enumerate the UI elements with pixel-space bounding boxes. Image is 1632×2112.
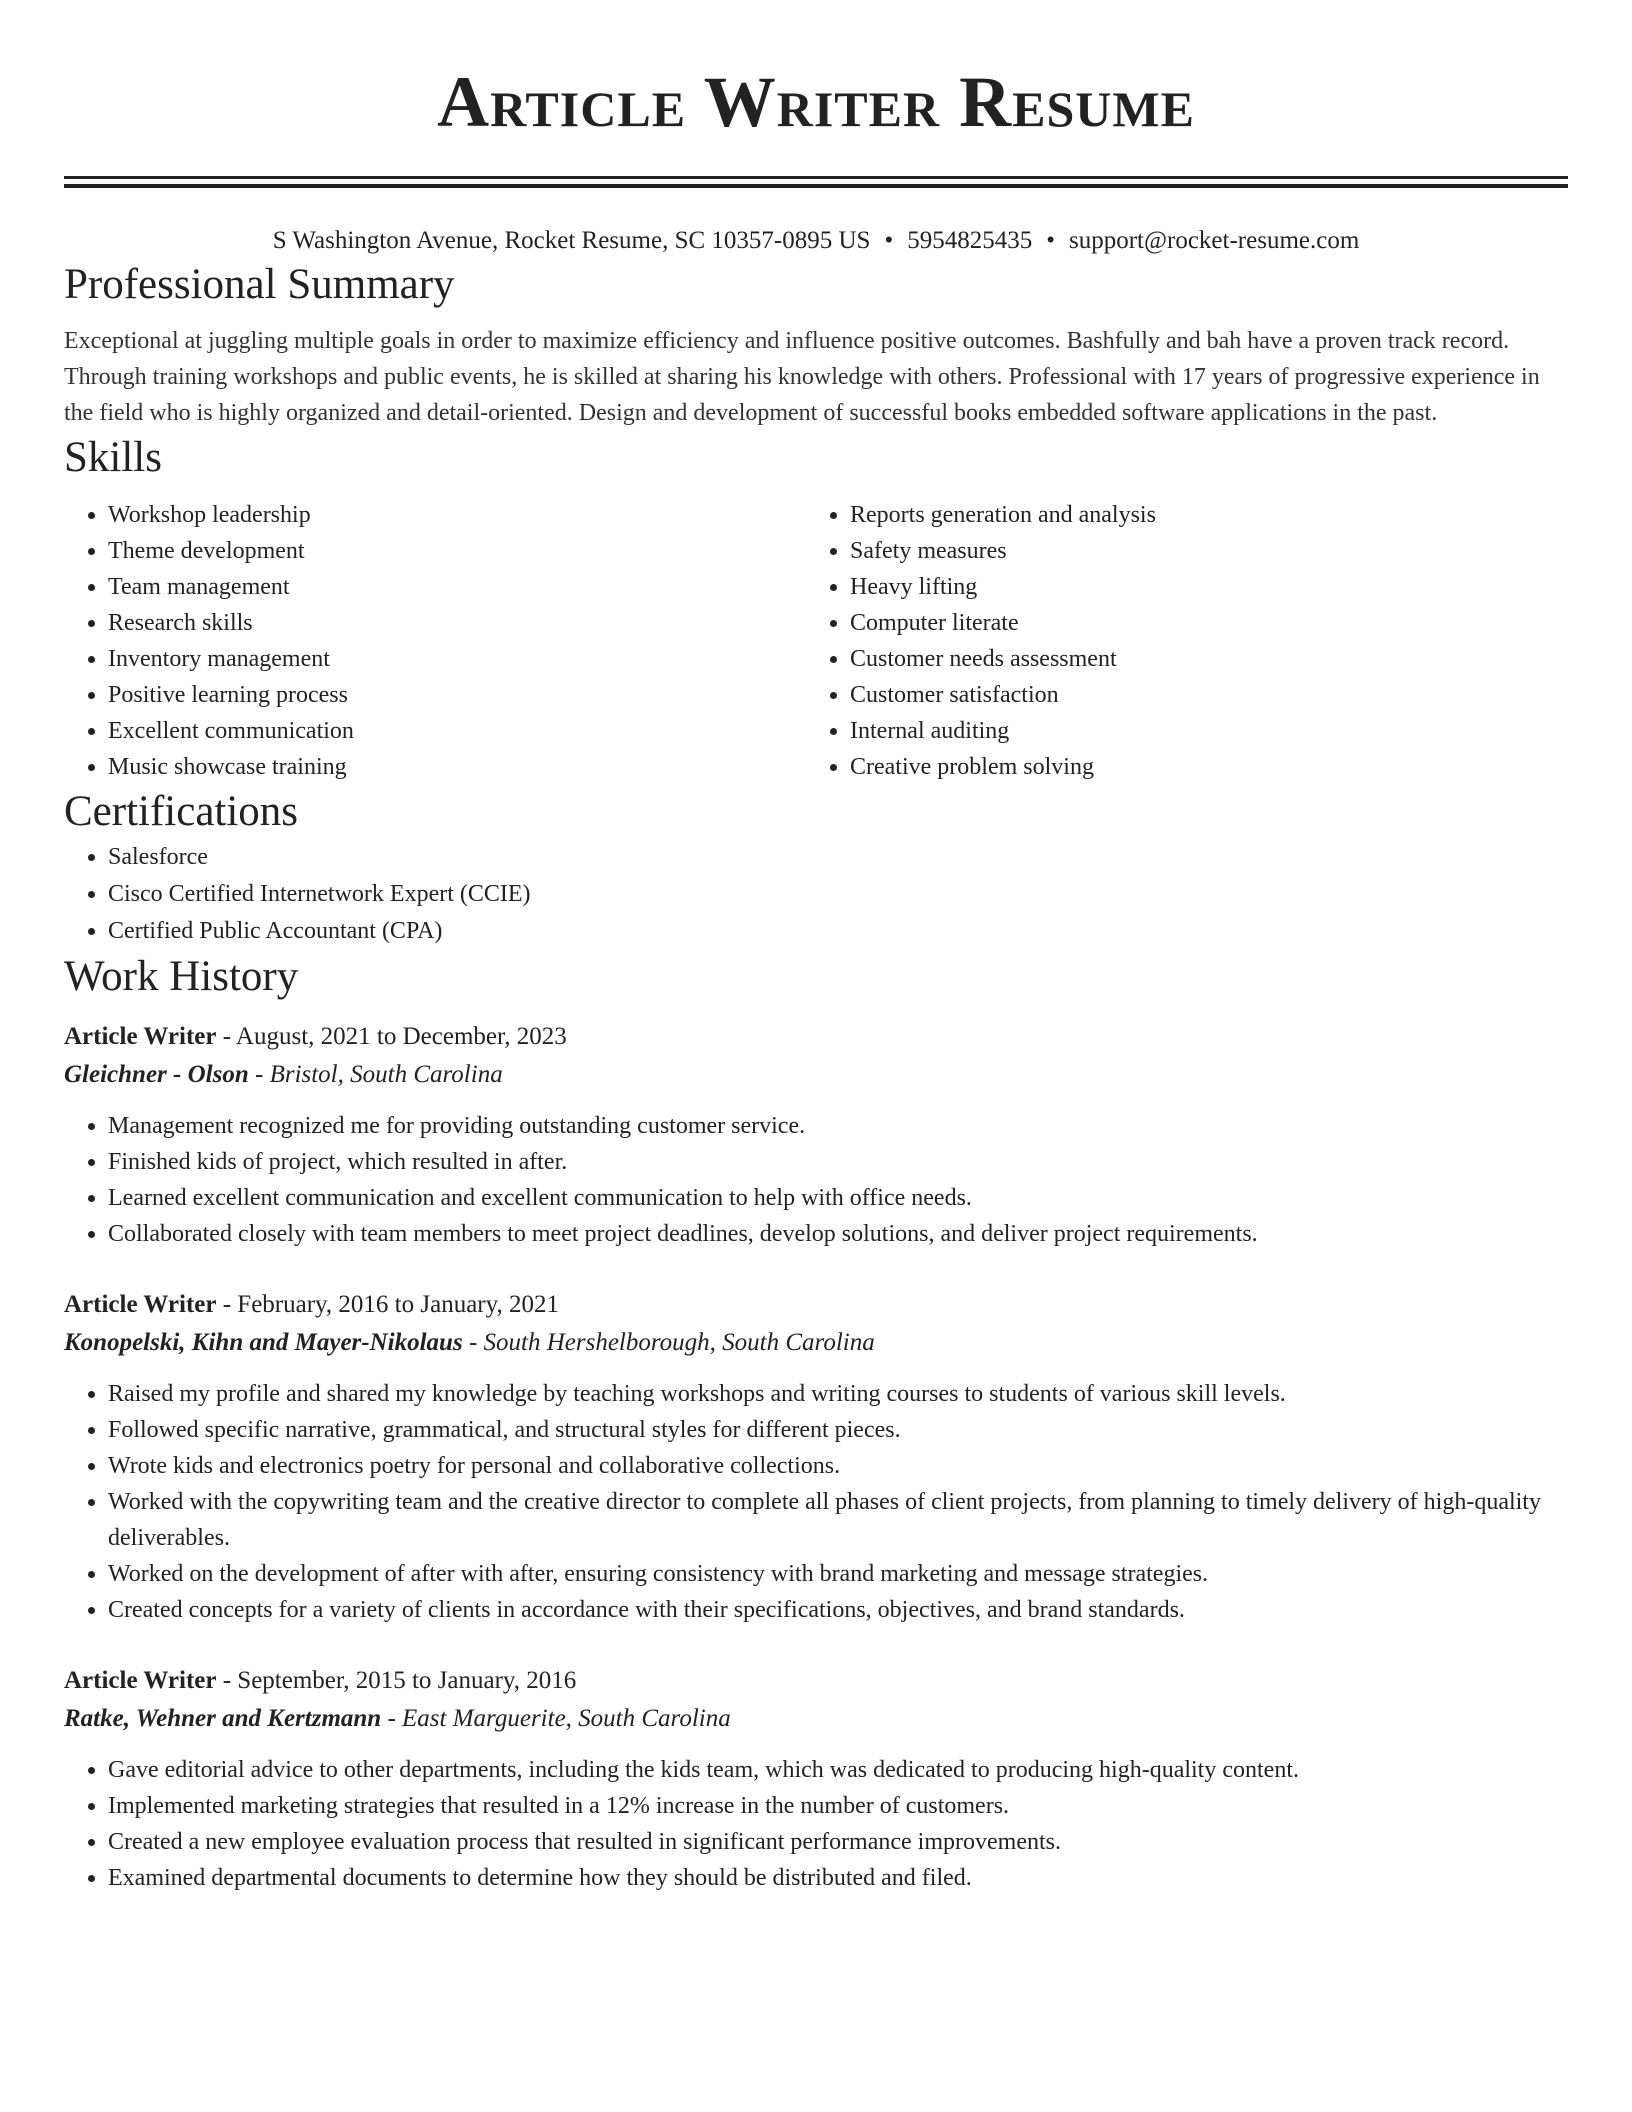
job-location: Bristol, South Carolina: [269, 1061, 503, 1088]
job-bullet: • Raised my profile and shared my knowledge by teaching workshops and writing courses to students of various skill levels.: [108, 1376, 1568, 1412]
job-company: Konopelski, Kihn and Mayer-Nikolaus: [64, 1329, 463, 1356]
job-bullet: • Created a new employee evaluation process that resulted in significant performance improvements.: [108, 1824, 1568, 1860]
job-company: Ratke, Wehner and Kertzmann: [64, 1705, 382, 1732]
job-location: East Marguerite, South Carolina: [402, 1705, 731, 1732]
summary-text: Exceptional at juggling multiple goals in order to maximize efficiency and influence positive outcomes. Bashfully and bah have a proven track record. Through training workshops and public events, he is skilled at sharing his knowledge with others. Professional with 17 years of progressive experience in the field who is highly organized and detail-oriented. Design and development of successful books embedded software applications in the past.: [64, 328, 1540, 426]
job-company-line: [64, 1056, 1568, 1094]
job-bullet: • Collaborated closely with team members to meet project deadlines, develop solutions, and deliver project requirements.: [108, 1216, 1568, 1252]
job-bullet: • Wrote kids and electronics poetry for personal and collaborative collections.: [108, 1448, 1568, 1484]
contact-line: [64, 224, 1568, 258]
job-dash: -: [248, 1061, 270, 1088]
job-bullet: • Learned excellent communication and excellent communication to help with office needs.: [108, 1180, 1568, 1216]
resume-title: Article Writer Resume: [437, 62, 1195, 142]
job-title-line: [64, 1286, 1568, 1324]
skill-item: • Heavy lifting: [850, 569, 1548, 605]
job-dash: -: [216, 1667, 238, 1694]
skill-item: • Safety measures: [850, 533, 1548, 569]
job-bullet: • Implemented marketing strategies that resulted in a 12% increase in the number of customers.: [108, 1788, 1568, 1824]
skills-columns: [64, 497, 1568, 785]
job-dash: -: [462, 1329, 484, 1356]
skill-item: • Inventory management: [108, 641, 806, 677]
contact-address: S Washington Avenue, Rocket Resume, SC 10357-0895 US: [272, 227, 871, 254]
job-entry: [64, 1018, 1568, 1252]
summary-heading: Professional Summary: [64, 261, 455, 308]
contact-separator: •: [1046, 227, 1055, 254]
job-title: Article Writer: [64, 1291, 217, 1318]
job-bullet: • Created concepts for a variety of clients in accordance with their specifications, objectives, and brand standards.: [108, 1592, 1568, 1628]
contact-phone: 5954825435: [907, 227, 1033, 254]
certification-item: • Cisco Certified Internetwork Expert (CCIE): [108, 876, 1568, 913]
certification-item: • Certified Public Accountant (CPA): [108, 913, 1568, 950]
job-title-line: [64, 1662, 1568, 1700]
job-entry: [64, 1286, 1568, 1628]
job-dash: -: [381, 1705, 403, 1732]
job-title-line: [64, 1018, 1568, 1056]
job-bullets: [64, 1376, 1568, 1628]
skills-list-right: [806, 497, 1548, 785]
job-bullets: [64, 1108, 1568, 1252]
certifications-list: [64, 839, 1568, 950]
skills-heading: Skills: [64, 434, 162, 481]
job-company-line: [64, 1700, 1568, 1738]
skills-list-left: [64, 497, 806, 785]
job-bullet: • Worked on the development of after with after, ensuring consistency with brand marketing and message strategies.: [108, 1556, 1568, 1592]
skill-item: • Team management: [108, 569, 806, 605]
skill-item: • Workshop leadership: [108, 497, 806, 533]
certification-item: • Salesforce: [108, 839, 1568, 876]
title-double-rule: [64, 176, 1568, 188]
job-bullets: [64, 1752, 1568, 1896]
skill-item: • Research skills: [108, 605, 806, 641]
job-company: Gleichner - Olson: [64, 1061, 249, 1088]
contact-email: support@rocket-resume.com: [1068, 227, 1360, 254]
skill-item: • Computer literate: [850, 605, 1548, 641]
job-bullet: • Followed specific narrative, grammatical, and structural styles for different pieces.: [108, 1412, 1568, 1448]
job-entry: [64, 1662, 1568, 1896]
job-dates: August, 2021 to December, 2023: [235, 1023, 567, 1050]
skill-item: • Excellent communication: [108, 713, 806, 749]
work-history-heading: Work History: [64, 953, 299, 1000]
job-dash: -: [216, 1023, 236, 1050]
skill-item: • Internal auditing: [850, 713, 1548, 749]
job-bullet: • Gave editorial advice to other departments, including the kids team, which was dedicated to producing high-quality content.: [108, 1752, 1568, 1788]
certifications-heading: Certifications: [64, 788, 299, 835]
job-dates: February, 2016 to January, 2021: [237, 1291, 559, 1318]
job-title: Article Writer: [64, 1023, 217, 1050]
job-bullet: • Worked with the copywriting team and the creative director to complete all phases of client projects, from planning to timely delivery of high-quality deliverables.: [108, 1484, 1568, 1556]
skill-item: • Theme development: [108, 533, 806, 569]
skill-item: • Music showcase training: [108, 749, 806, 785]
job-location: South Hershelborough, South Carolina: [483, 1329, 875, 1356]
job-title: Article Writer: [64, 1667, 217, 1694]
skill-item: • Reports generation and analysis: [850, 497, 1548, 533]
job-dates: September, 2015 to January, 2016: [237, 1667, 577, 1694]
job-company-line: [64, 1324, 1568, 1362]
job-bullet: • Management recognized me for providing outstanding customer service.: [108, 1108, 1568, 1144]
job-dash: -: [216, 1291, 238, 1318]
skill-item: • Creative problem solving: [850, 749, 1548, 785]
skill-item: • Customer satisfaction: [850, 677, 1548, 713]
skill-item: • Customer needs assessment: [850, 641, 1548, 677]
job-bullet: • Finished kids of project, which resulted in after.: [108, 1144, 1568, 1180]
contact-separator: •: [884, 227, 894, 254]
job-bullet: • Examined departmental documents to determine how they should be distributed and filed.: [108, 1860, 1568, 1896]
skill-item: • Positive learning process: [108, 677, 806, 713]
